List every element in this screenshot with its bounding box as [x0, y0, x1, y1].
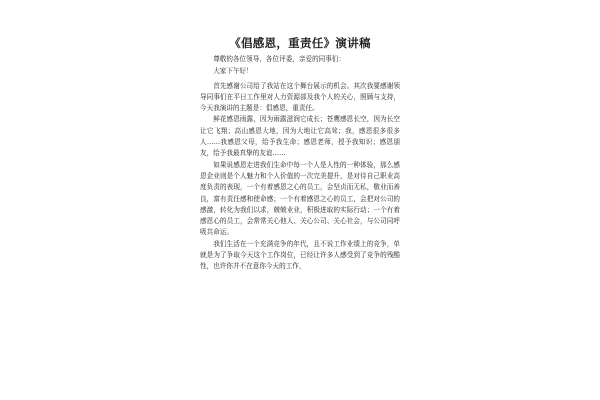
salutation-paragraph: 尊敬的各位领导，各位评委，亲爱的同事们：: [213, 55, 346, 63]
intro-paragraph: 首先感谢公司给了我站在这个舞台展示的机会。其次我要感谢领导同事们在平日工作里对人力资源部及我个人的关心，照顾与支持，今天我演讲的主题是：倡感恩，重责任。: [200, 81, 400, 113]
document-page: [200, 0, 400, 400]
speech-body: [200, 54, 400, 273]
page-title: 《倡感恩，重责任》演讲稿: [229, 36, 371, 50]
gratitude-paragraph: 鲜花感恩雨露，因为雨露滋润它成长；苍鹰感恩长空，因为长空让它飞翔；高山感恩大地，因为大地让它高耸；我，感恩很多很多人……我感恩父母，给予我生命；感恩老师，授予我知识；感恩朋友，给予我最真挚的友谊……: [200, 115, 400, 158]
greeting-paragraph: 大家下午好！: [213, 67, 253, 76]
employee-gratitude-paragraph: 如果说感恩走进我们生命中每一个人是人性的一种体验，那么感恩企业则是个人魅力和个人价值的一次完美提升，是对待自己职业高度负责的表现，一个有着感恩之心的员工，会坚贞而无私，敬业而善良，富有责任感和使命感；一个有着感恩之心的员工，会把对公司的感激，转化为我们以求，兢兢业业，积极进取的实际行动；一个有着感恩心的员工，会常常关心他人、关心公司、关心社会，与公司同呼吸共命运。: [200, 160, 400, 237]
competition-paragraph: 我们生活在一个充满竞争的年代，且不说工作业绩上的竞争，单就是为了争取今天这个工作岗位，已经让许多人感受到了竞争的残酷性，也许你并不在意你今天的工作，: [200, 239, 400, 271]
